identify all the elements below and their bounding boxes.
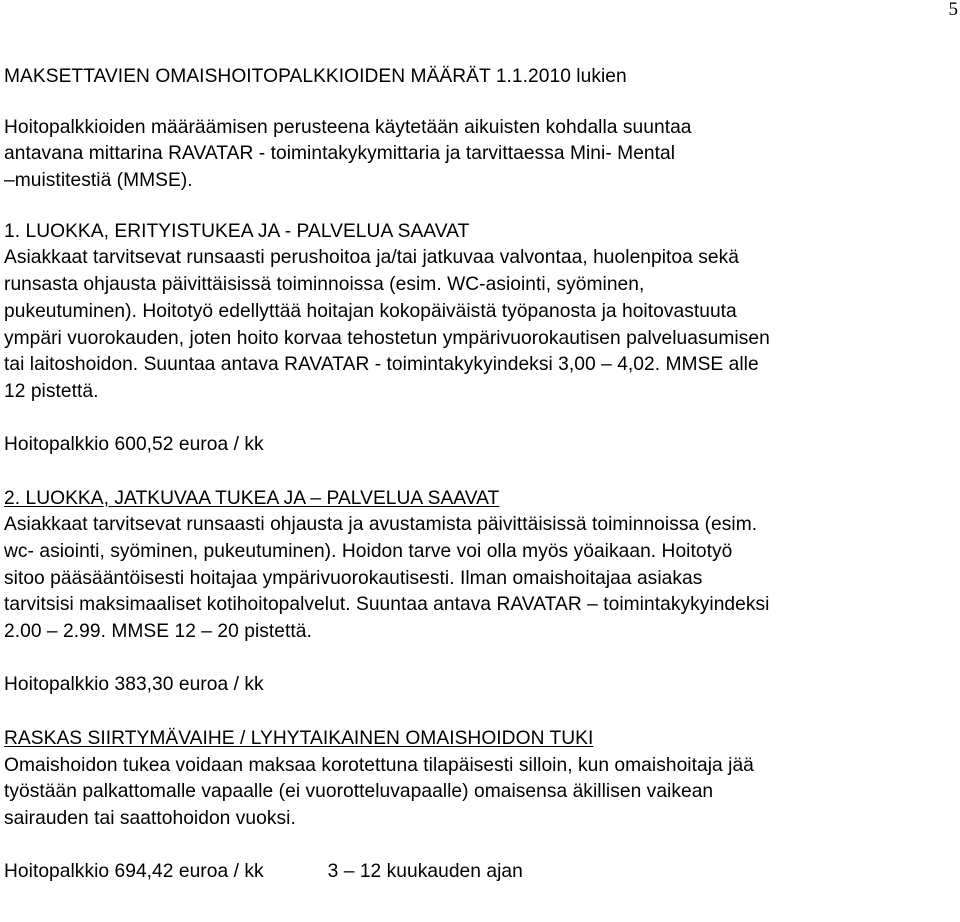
intro-paragraph [4, 115, 960, 195]
transition-fee: Hoitopalkkio 694,42 euroa / kk [4, 861, 264, 883]
class1-line: Asiakkaat tarvitsevat runsaasti perushoitoa ja/tai jatkuvaa valvontaa, huolenpitoa sekä [4, 247, 739, 269]
class2-section [4, 486, 960, 700]
class2-line: Asiakkaat tarvitsevat runsaasti ohjausta ja avustamista päivittäisissä toiminnoissa (esim. [4, 514, 758, 536]
class1-line: pukeutuminen). Hoitotyö edellyttää hoitajan kokopäiväistä työpanosta ja hoitovastuuta [4, 300, 737, 322]
class2-fee: Hoitopalkkio 383,30 euroa / kk [4, 674, 264, 696]
intro-line: Hoitopalkkioiden määräämisen perusteena käytetään aikuisten kohdalla suuntaa [4, 116, 692, 138]
intro-line: –muistitestiä (MMSE). [4, 170, 193, 192]
page-number: 5 [948, 0, 958, 20]
transition-section [4, 726, 960, 886]
class2-title: 2. LUOKKA, JATKUVAA TUKEA JA – PALVELUA SAAVAT [4, 487, 500, 509]
class2-line: sitoo pääsääntöisesti hoitajaa ympärivuorokautisesti. Ilman omaishoitajaa asiakas [4, 567, 703, 589]
class2-line: tarvitsisi maksimaaliset kotihoitopalvelut. Suuntaa antava RAVATAR – toimintakykyindeksi [4, 594, 770, 616]
transition-line: sairauden tai saattohoidon vuoksi. [4, 807, 296, 829]
transition-line: työstään palkattomalle vapaalle (ei vuorotteluvapaalle) omaisensa äkillisen vaikean [4, 781, 714, 803]
class1-fee: Hoitopalkkio 600,52 euroa / kk [4, 434, 264, 456]
class1-line: tai laitoshoidon. Suuntaa antava RAVATAR - toimintakykyindeksi 3,00 – 4,02. MMSE alle [4, 354, 759, 376]
transition-fee-row [4, 859, 960, 886]
class1-line: ympäri vuorokauden, joten hoito korvaa tehostetun ympärivuorokautisen palveluasumisen [4, 327, 770, 349]
transition-duration: 3 – 12 kuukauden ajan [327, 861, 523, 883]
document-body [4, 64, 960, 886]
class1-line: runsasta ohjausta päivittäisissä toiminnoissa (esim. WC-asiointi, syöminen, [4, 274, 645, 296]
intro-line: antavana mittarina RAVATAR - toimintakykymittaria ja tarvittaessa Mini- Mental [4, 143, 676, 165]
transition-line: Omaishoidon tukea voidaan maksaa korotettuna tilapäisesti silloin, kun omaishoitaja jää [4, 754, 754, 776]
document-heading: MAKSETTAVIEN OMAISHOITOPALKKIOIDEN MÄÄRÄT 1.1.2010 lukien [4, 66, 627, 87]
class1-title: 1. LUOKKA, ERITYISTUKEA JA - PALVELUA SAAVAT [4, 220, 470, 242]
class1-section [4, 219, 960, 459]
transition-title: RASKAS SIIRTYMÄVAIHE / LYHYTAIKAINEN OMAISHOIDON TUKI [4, 727, 594, 749]
class2-line: wc- asiointi, syöminen, pukeutuminen). Hoidon tarve voi olla myös yöaikaan. Hoitotyö [4, 541, 733, 562]
class2-line: 2.00 – 2.99. MMSE 12 – 20 pistettä. [4, 621, 312, 643]
class1-line: 12 pistettä. [4, 380, 99, 402]
